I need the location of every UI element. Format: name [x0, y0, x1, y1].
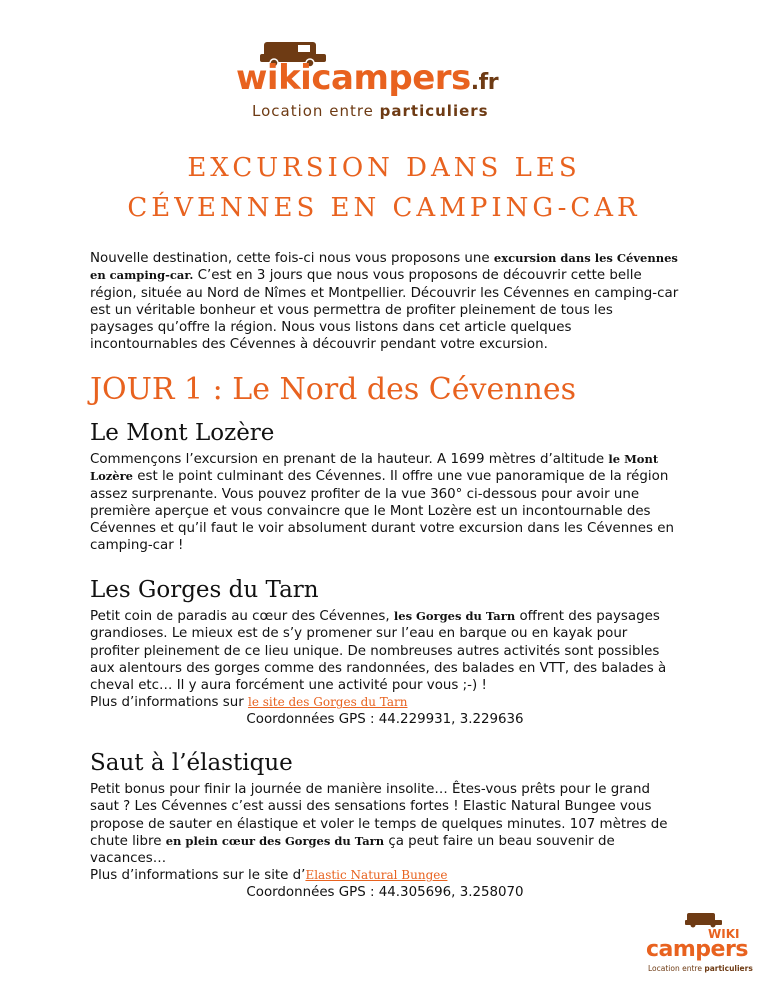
corner-logo — [640, 912, 753, 982]
corner-logo-campers: campers — [646, 937, 748, 962]
saut-elastique-heading: Saut à l’élastique — [90, 750, 293, 776]
elastic-bungee-link[interactable]: Elastic Natural Bungee — [305, 868, 448, 883]
camper-van-small-icon — [684, 912, 724, 928]
corner-logo-wiki: WIKI — [708, 927, 740, 941]
saut-elastique-gps: Coordonnées GPS : 44.305696, 3.258070 — [246, 885, 524, 900]
gorges-tarn-link[interactable]: le site des Gorges du Tarn — [248, 695, 408, 710]
mont-lozere-heading: Le Mont Lozère — [90, 420, 275, 446]
corner-logo-tagline: Location entre particuliers — [648, 964, 753, 973]
mont-lozere-paragraph: Commençons l’excursion en prenant de la hauteur. A 1699 mètres d’altitude le Mont Lozère est le point culminant des Cévennes. Il offre une vue panoramique de la région assez surprenante. Vous pouvez profiter de la vue 360° ci-dessous pour avoir une première aperçue et vous convaincre que le Mont Lozère est un incontournable des Cévennes et qu’il faut le voir absolument durant votre excursion dans les Cévennes en camping-car ! — [90, 452, 674, 554]
gorges-tarn-gps: Coordonnées GPS : 44.229931, 3.229636 — [246, 712, 524, 727]
intro-paragraph: Nouvelle destination, cette fois-ci nous vous proposons une excursion dans les Cévennes en camping-car. C’est en 3 jours que nous vous proposons de découvrir cette belle région, située au Nord de Nîmes et Montpellier. Découvrir les Cévennes en camping-car est un véritable bonheur et vous permettra de profiter pleinement de tous les paysages qu’offre la région. Nous vous listons dans cet article quelques incontournables des Cévennes à découvrir pendant votre excursion. — [90, 251, 679, 353]
logo-wordmark: wikicampers.fr — [236, 58, 499, 98]
page-title: EXCURSION DANS LES CÉVENNES EN CAMPING-CAR — [127, 153, 641, 223]
gorges-tarn-paragraph: Petit coin de paradis au cœur des Cévennes, les Gorges du Tarn offrent des paysages grandioses. Le mieux est de s’y promener sur l’eau en barque ou en kayak pour profiter pleinement de ce lieu unique. De nombreuses autres activités sont possibles aux alentours des gorges comme des randonnées, des balades en VTT, des balades à cheval etc… Il y aura forcément une activité pour vous ;-) ! Plus d’informations sur le site des Gorges du Tarn — [90, 609, 667, 711]
gorges-tarn-heading: Les Gorges du Tarn — [90, 577, 319, 603]
wikicampers-logo — [236, 40, 536, 126]
saut-elastique-paragraph: Petit bonus pour finir la journée de manière insolite… Êtes-vous prêts pour le grand saut ? Les Cévennes c’est aussi des sensations fortes ! Elastic Natural Bungee vous propose de sauter en élastique et voler le temps de quelques minutes. 107 mètres de chute libre en plein cœur des Gorges du Tarn ça peut faire un beau souvenir de vacances… Plus d’informations sur le site d’Elastic Natural Bungee — [90, 782, 668, 884]
day1-heading: JOUR 1 : Le Nord des Cévennes — [90, 372, 576, 407]
logo-tagline: Location entre particuliers — [252, 102, 489, 120]
